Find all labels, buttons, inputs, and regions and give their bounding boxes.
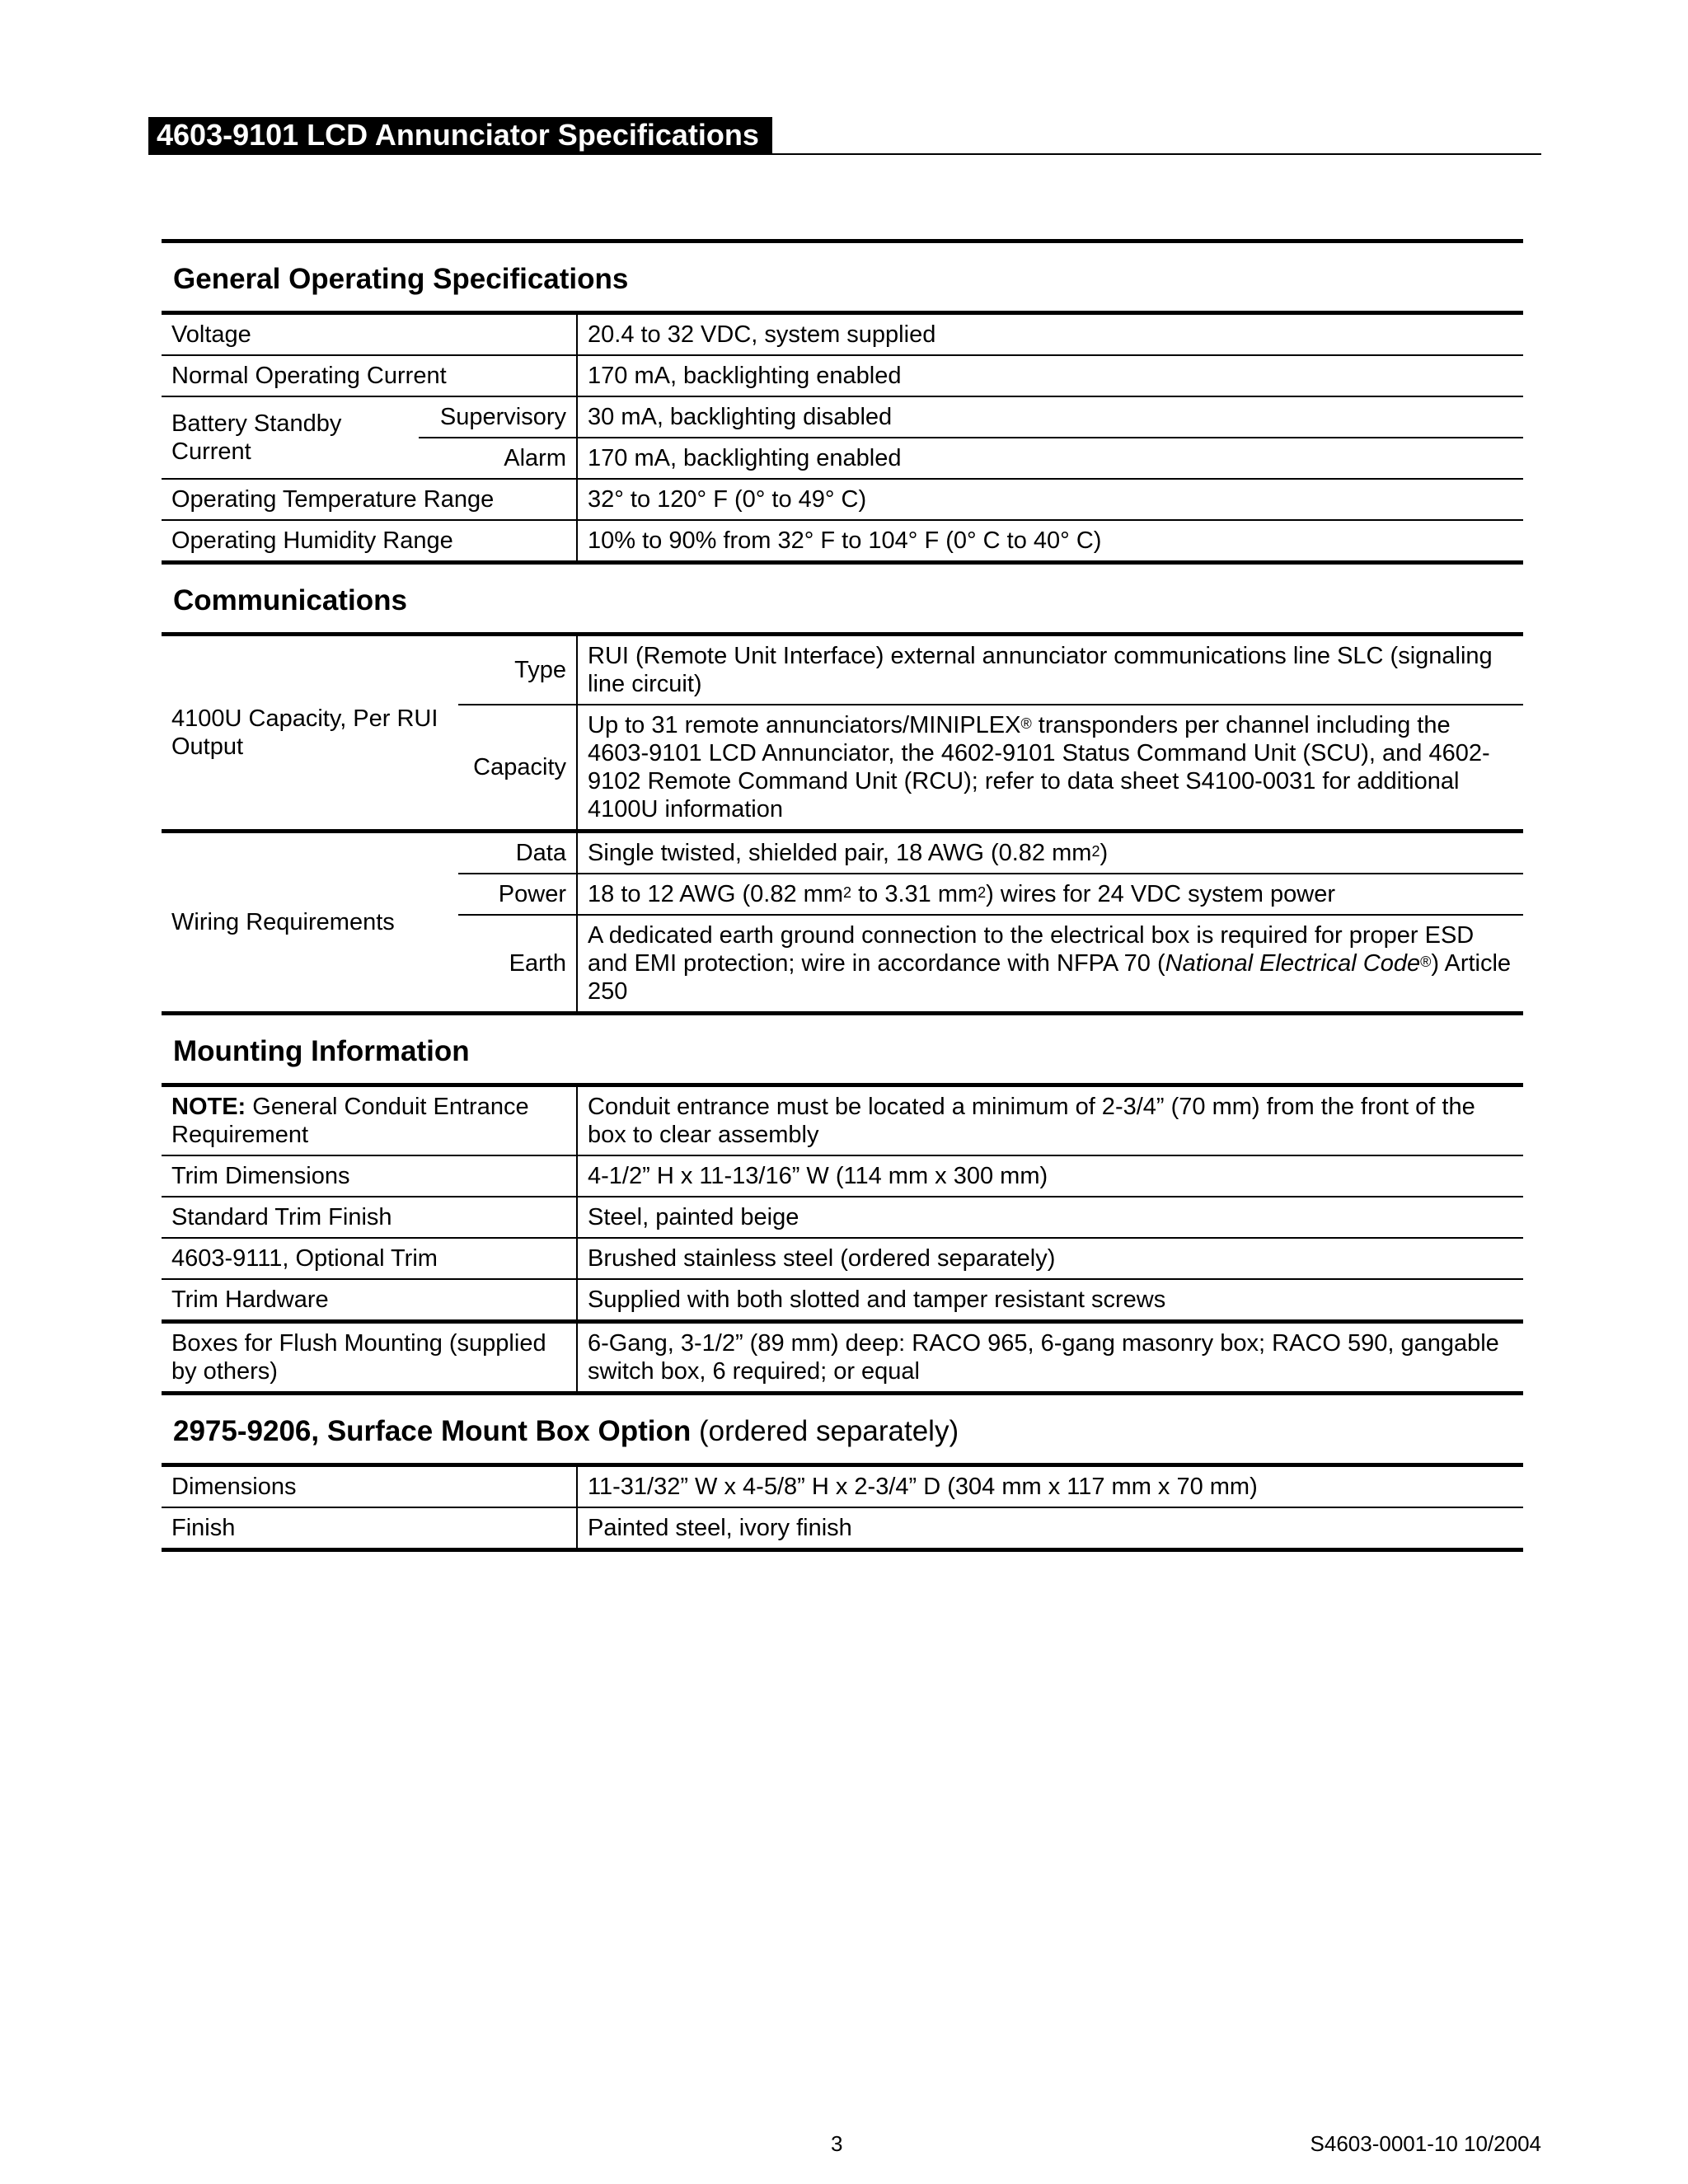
trim-hw-value: Supplied with both slotted and tamper resistant screws [577, 1279, 1523, 1322]
data-label: Data [458, 832, 577, 874]
page-header [148, 117, 1541, 155]
alarm-value: 170 mA, backlighting enabled [577, 438, 1523, 479]
surface-section-title: 2975-9206, Surface Mount Box Option (ordered separately) [173, 1415, 959, 1447]
cap-label: Capacity [458, 705, 577, 832]
spec-content [162, 239, 1523, 1552]
note-value: Conduit entrance must be located a minimum of 2-3/4” (70 mm) from the front of the box to clear assembly [577, 1085, 1523, 1156]
comms-table [162, 632, 1523, 1015]
temp-value: 32° to 120° F (0° to 49° C) [577, 479, 1523, 520]
registered-mark: ® [1020, 715, 1032, 732]
earth-value: A dedicated earth ground connection to the electrical box is required for proper ESD and EMI protection; wire in accordance with NFPA 70 (National Electrical Code®) Article 250 [577, 915, 1523, 1014]
trim-finish-value: Steel, painted beige [577, 1197, 1523, 1238]
table-row [162, 832, 1523, 874]
humidity-value: 10% to 90% from 32° F to 104° F (0° C to 40° C) [577, 520, 1523, 563]
current-label: Normal Operating Current [162, 355, 577, 396]
supervisory-label: Supervisory [419, 396, 577, 438]
table-row [162, 520, 1523, 563]
table-row [162, 355, 1523, 396]
general-specs-table [162, 311, 1523, 565]
table-row [162, 1507, 1523, 1550]
table-row [162, 1465, 1523, 1508]
supervisory-value: 30 mA, backlighting disabled [577, 396, 1523, 438]
voltage-value: 20.4 to 32 VDC, system supplied [577, 313, 1523, 356]
temp-label: Operating Temperature Range [162, 479, 577, 520]
voltage-label: Voltage [171, 321, 251, 348]
cap-value: Up to 31 remote annunciators/MINIPLEX® transponders per channel including the 4603-9101 LCD Annunciator, the 4602-9101 Status Command Unit (SCU), and 4602-9102 Remote Command Unit (RCU); refer to data sheet S4100-0031 for additional 4100U information [577, 705, 1523, 832]
dims-value: 11-31/32” W x 4-5/8” H x 2-3/4” D (304 mm x 117 mm x 70 mm) [577, 1465, 1523, 1508]
page-number: 3 [831, 2131, 843, 2156]
earth-label: Earth [458, 915, 577, 1014]
general-section-title: General Operating Specifications [173, 263, 629, 295]
capacity-label: 4100U Capacity, Per RUI Output [171, 705, 438, 760]
humidity-label: Operating Humidity Range [162, 520, 577, 563]
finish-label: Finish [162, 1507, 577, 1550]
opt-trim-label: 4603-9111, Optional Trim [162, 1238, 577, 1279]
wiring-label: Wiring Requirements [162, 832, 458, 1014]
table-row [162, 479, 1523, 520]
power-label: Power [458, 874, 577, 915]
type-value: RUI (Remote Unit Interface) external annunciator communications line SLC (signaling line circuit) [577, 635, 1523, 705]
comms-section-title: Communications [173, 584, 407, 616]
note-label: NOTE: General Conduit Entrance Requirement [171, 1094, 529, 1148]
boxes-value: 6-Gang, 3-1/2” (89 mm) deep: RACO 965, 6-gang masonry box; RACO 590, gangable switch box, 6 required; or equal [577, 1322, 1523, 1394]
table-row [162, 1197, 1523, 1238]
table-row [162, 1155, 1523, 1197]
trim-hw-label: Trim Hardware [162, 1279, 577, 1322]
data-value: Single twisted, shielded pair, 18 AWG (0.82 $mm^2$) [577, 832, 1523, 874]
battery-label: Battery Standby Current [162, 396, 419, 479]
table-row [162, 1279, 1523, 1322]
opt-trim-value: Brushed stainless steel (ordered separately) [577, 1238, 1523, 1279]
current-value: 170 mA, backlighting enabled [577, 355, 1523, 396]
table-row [162, 396, 1523, 438]
type-label: Type [514, 657, 566, 683]
trim-dim-value: 4-1/2” H x 11-13/16” W (114 mm x 300 mm) [577, 1155, 1523, 1197]
dims-label: Dimensions [171, 1474, 297, 1500]
power-value: 18 to 12 AWG (0.82 $mm^2$ to 3.31 $mm^2$) wires for 24 VDC system power [577, 874, 1523, 915]
surface-table [162, 1463, 1523, 1552]
doc-number: S4603-0001-10 10/2004 [1310, 2131, 1541, 2156]
finish-value: Painted steel, ivory finish [577, 1507, 1523, 1550]
mounting-table [162, 1083, 1523, 1395]
table-row [162, 1085, 1523, 1156]
table-row [162, 1322, 1523, 1394]
trim-finish-label: Standard Trim Finish [162, 1197, 577, 1238]
table-row [162, 1238, 1523, 1279]
table-row [162, 635, 1523, 705]
mounting-section-title: Mounting Information [173, 1035, 470, 1067]
boxes-label: Boxes for Flush Mounting (supplied by others) [162, 1322, 577, 1394]
trim-dim-label: Trim Dimensions [162, 1155, 577, 1197]
alarm-label: Alarm [419, 438, 577, 479]
header-title: 4603-9101 LCD Annunciator Specifications [148, 117, 772, 153]
table-row [162, 313, 1523, 356]
